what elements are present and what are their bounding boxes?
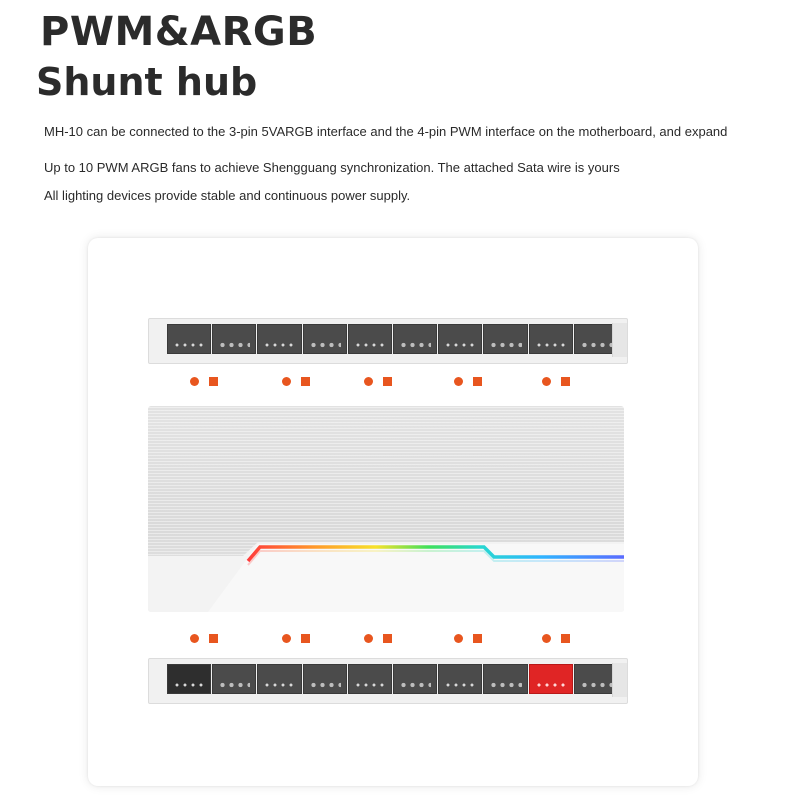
page-title: PWM&ARGB [40,9,318,55]
marker-dot [454,377,463,386]
marker-square [473,377,482,386]
argb-port [303,324,347,354]
argb-port [393,324,437,354]
description-line-2: Up to 10 PWM ARGB fans to achieve Shengguang synchronization. The attached Sata wire is yours [44,160,620,175]
port-marker [190,377,220,387]
pwm-port [348,664,392,694]
pwm-port [529,664,573,694]
marker-dot [454,634,463,643]
strip-endcap [612,323,627,357]
pwm-port [257,664,301,694]
hub-rgb-strip [148,406,624,612]
marker-dot [542,634,551,643]
marker-square [561,377,570,386]
marker-square [209,634,218,643]
marker-dot [282,634,291,643]
marker-square [473,634,482,643]
page-subtitle: Shunt hub [36,60,258,104]
pwm-port [167,664,211,694]
port-marker [190,634,220,644]
marker-dot [542,377,551,386]
marker-square [301,634,310,643]
pwm-port [529,324,573,354]
pwm-port [438,324,482,354]
pwm-port [167,324,211,354]
bottom-port-row [167,664,619,696]
bottom-marker-row [148,634,626,648]
marker-square [301,377,310,386]
argb-port [212,664,256,694]
port-marker [454,377,484,387]
description-line-1: MH-10 can be connected to the 3-pin 5VARGB interface and the 4-pin PWM interface on the motherboard, and expand [44,124,728,139]
marker-dot [190,634,199,643]
port-marker [364,634,394,644]
pwm-port [257,324,301,354]
marker-dot [364,377,373,386]
marker-dot [282,377,291,386]
port-marker [542,634,572,644]
port-marker [364,377,394,387]
marker-dot [364,634,373,643]
description-line-3: All lighting devices provide stable and continuous power supply. [44,188,411,203]
hub-body [148,406,624,612]
marker-square [561,634,570,643]
port-marker [454,634,484,644]
port-marker [282,377,312,387]
marker-dot [190,377,199,386]
marker-square [209,377,218,386]
argb-port [303,664,347,694]
argb-port [483,664,527,694]
port-marker [282,634,312,644]
pwm-port [348,324,392,354]
top-connector-strip [148,318,628,364]
marker-square [383,634,392,643]
port-marker [542,377,572,387]
argb-port [393,664,437,694]
top-port-row [167,324,619,356]
bottom-connector-strip [148,658,628,704]
argb-port [212,324,256,354]
pwm-port [438,664,482,694]
argb-port [483,324,527,354]
strip-endcap [612,663,627,697]
top-marker-row [148,377,626,391]
marker-square [383,377,392,386]
